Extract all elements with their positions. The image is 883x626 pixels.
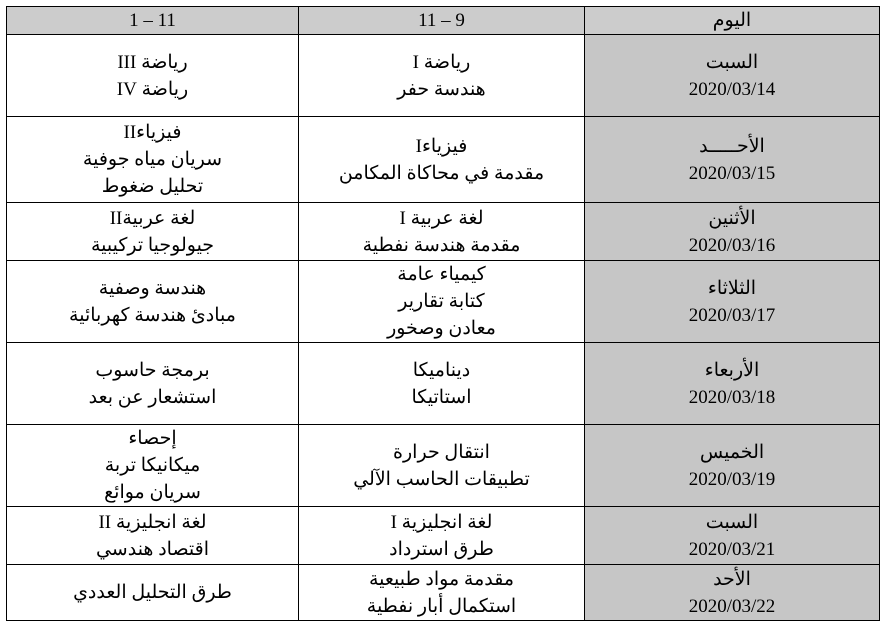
course-name: تحليل ضغوط — [101, 176, 204, 197]
schedule-row — [7, 343, 880, 425]
courses-period-1-11 — [7, 507, 299, 565]
course-name: فيزياءII — [123, 122, 182, 143]
schedule-row — [7, 35, 880, 117]
courses-period-9-11 — [299, 425, 585, 507]
course-name: اقتصاد هندسي — [95, 538, 210, 560]
header-day: اليوم — [585, 7, 880, 35]
course-name: رياضة I — [412, 51, 471, 73]
course-name: كيمياء عامة — [397, 264, 486, 285]
course-name: هندسة وصفية — [98, 277, 207, 299]
courses-period-1-11 — [7, 425, 299, 507]
schedule-row — [7, 507, 880, 565]
schedule-row — [7, 261, 880, 343]
day-name: الأربعاء — [704, 359, 760, 381]
exam-date: 2020/03/17 — [688, 304, 776, 326]
course-name: مقدمة هندسة نفطية — [362, 234, 521, 256]
courses-period-9-11 — [299, 343, 585, 425]
exam-schedule-table — [6, 6, 880, 621]
course-name: فيزياءI — [415, 135, 468, 157]
header-period-1-11: 1 – 11 — [7, 7, 299, 35]
course-name: انتقال حرارة — [393, 441, 490, 463]
day-cell — [585, 117, 880, 203]
day-cell — [585, 343, 880, 425]
courses-period-9-11 — [299, 565, 585, 621]
exam-date: 2020/03/16 — [688, 234, 776, 256]
course-name: لغة انجليزية II — [98, 511, 207, 533]
exam-date: 2020/03/15 — [688, 162, 776, 184]
course-name: مقدمة في محاكاة المكامن — [338, 162, 545, 184]
course-name: جيولوجيا تركيبية — [90, 234, 215, 256]
schedule-row — [7, 425, 880, 507]
course-name: استشعار عن بعد — [88, 386, 217, 408]
course-name: معادن وصخور — [387, 318, 496, 339]
day-name: الأحـــــد — [699, 135, 765, 157]
courses-period-9-11 — [299, 203, 585, 261]
schedule-row — [7, 203, 880, 261]
course-name: سريان مياه جوفية — [82, 149, 223, 170]
courses-period-1-11 — [7, 343, 299, 425]
course-name: إحصاء — [128, 428, 177, 449]
header-period-9-11: 11 – 9 — [299, 7, 585, 35]
exam-date: 2020/03/18 — [688, 386, 776, 408]
course-name: كتابة تقارير — [398, 291, 485, 312]
course-name: رياضة IV — [116, 78, 189, 100]
day-name: الأحد — [713, 568, 751, 590]
day-cell — [585, 565, 880, 621]
course-name: هندسة حفر — [397, 78, 486, 100]
header-row — [7, 7, 880, 35]
courses-period-1-11 — [7, 203, 299, 261]
course-name: مبادئ هندسة كهربائية — [69, 304, 236, 326]
course-name: لغة عربية I — [399, 207, 484, 229]
exam-date: 2020/03/21 — [688, 538, 776, 560]
course-name: رياضة III — [117, 51, 188, 73]
day-cell — [585, 507, 880, 565]
courses-period-9-11 — [299, 261, 585, 343]
course-name: ميكانيكا تربة — [104, 455, 201, 476]
schedule-row — [7, 117, 880, 203]
day-name: الأثنين — [708, 207, 756, 229]
day-cell — [585, 203, 880, 261]
day-cell — [585, 261, 880, 343]
course-name: ديناميكا — [412, 359, 471, 381]
courses-period-9-11 — [299, 117, 585, 203]
courses-period-1-11 — [7, 35, 299, 117]
course-name: سريان موائع — [104, 482, 201, 503]
course-name: مقدمة مواد طبيعية — [368, 568, 515, 590]
exam-date: 2020/03/14 — [688, 78, 776, 100]
day-name: السبت — [705, 51, 759, 73]
exam-date: 2020/03/19 — [688, 468, 776, 490]
course-name: استاتيكا — [411, 386, 472, 408]
exam-date: 2020/03/22 — [688, 595, 776, 617]
day-cell — [585, 425, 880, 507]
day-name: الخميس — [699, 441, 765, 463]
courses-period-9-11 — [299, 507, 585, 565]
day-name: الثلاثاء — [707, 277, 757, 299]
day-name: السبت — [705, 511, 759, 533]
courses-period-1-11 — [7, 117, 299, 203]
course-name: طرق استرداد — [389, 538, 494, 560]
course-name: طرق التحليل العددي — [73, 582, 232, 603]
courses-period-9-11 — [299, 35, 585, 117]
course-name: لغة عربيةII — [109, 207, 196, 229]
courses-period-1-11 — [7, 261, 299, 343]
day-cell — [585, 35, 880, 117]
course-name: تطبيقات الحاسب الآلي — [353, 468, 530, 490]
course-name: برمجة حاسوب — [95, 359, 210, 381]
course-name: استكمال أبار نفطية — [366, 595, 517, 617]
courses-period-1-11 — [7, 565, 299, 621]
schedule-row — [7, 565, 880, 621]
course-name: لغة انجليزية I — [390, 511, 493, 533]
